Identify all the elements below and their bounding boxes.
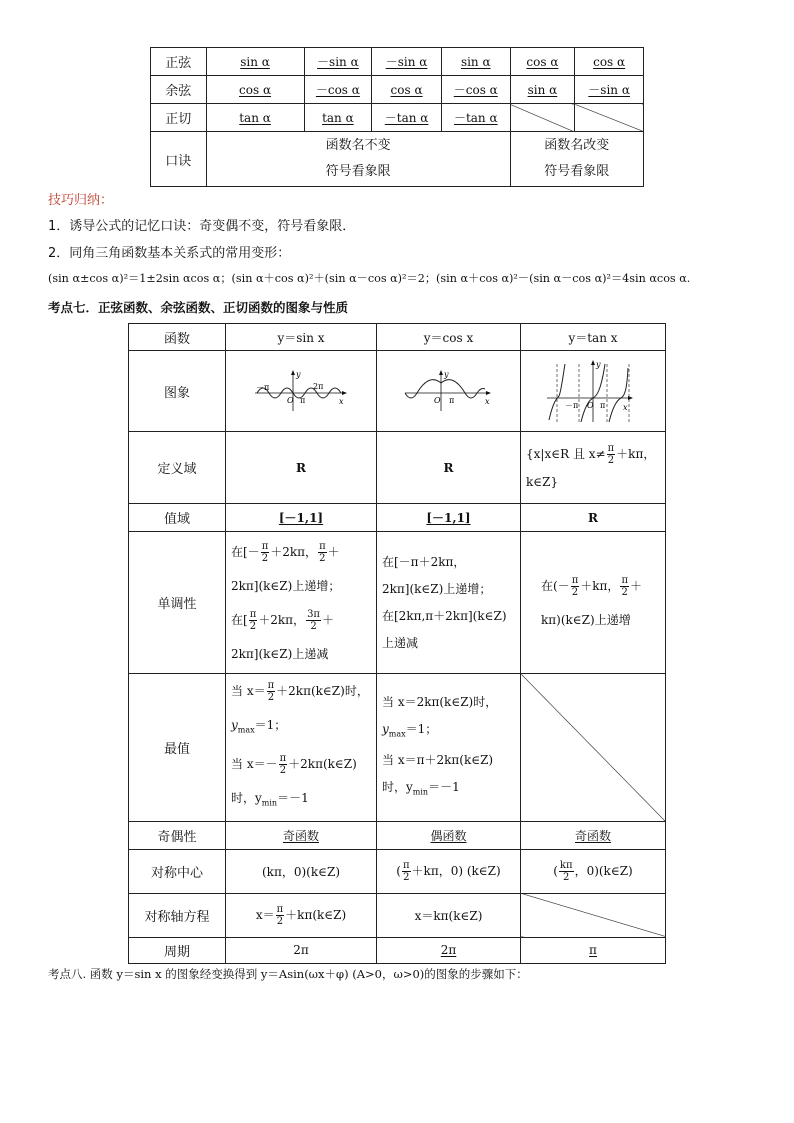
text-part: ＋kπ(k∈Z) [285,907,347,922]
text-part: ＝1； [254,718,287,732]
axis-label-x: x [484,397,490,406]
table-row [129,532,666,674]
cell: －cos α [304,76,372,104]
text-part: ( [396,863,401,878]
frac-num: π [276,903,284,915]
frac-num: π [261,540,269,552]
frac-den: 2 [607,454,615,466]
koujue-left-line2: 符号看象限 [325,164,391,179]
frac-num: π [319,540,326,552]
axis-sin [226,893,377,937]
axis-label-x: x [623,403,628,412]
frac-num: π [249,608,257,620]
origin-label: O [287,396,294,405]
tick-neg-pi: －π [256,383,270,392]
cell: tan α [304,104,372,132]
table-row [129,937,666,963]
text-part: 当 x＝2kπ(k∈Z)时， [382,695,498,709]
axis-label-x: x [339,397,344,406]
koujue-left [206,132,510,187]
koujue-right-line1: 函数名改变 [544,138,610,153]
cell: cos α [372,76,442,104]
cell: cos α [206,76,304,104]
fraction [620,575,629,598]
fraction [306,609,321,632]
axis-label-y: y [443,370,449,379]
tick-pi: π [448,396,454,405]
frac-den: 2 [621,586,628,598]
axis-label-y: y [596,360,601,369]
text-part: ＋kπ， [580,578,620,593]
sin-graph-cell [226,351,377,432]
text-part: 在[ [231,612,248,627]
center-tan [521,849,666,893]
period-sin: 2π [226,937,377,963]
mono-cos [377,532,521,674]
cell: －tan α [441,104,510,132]
section-7-title: 考点七．正弦函数、余弦函数、正切函数的图象与性质 [48,300,349,315]
empty-diagonal-cell [510,104,575,132]
cell: －cos α [441,76,510,104]
trig-properties-table [128,323,666,964]
text-part: ＋2kπ(k∈Z) [288,757,357,772]
text-part: ＝－1 [277,791,309,806]
koujue-left-line1: 函数名不变 [325,138,391,153]
frac-den: 2 [261,552,269,564]
text-part: 在[2kπ,π＋2kπ](k∈Z) [382,608,507,623]
axis-cos: x＝kπ(k∈Z) [377,893,521,937]
row-label-tan: 正切 [151,104,207,132]
header-label: 函数 [129,324,226,351]
frac-num: π [402,859,410,871]
domain-tan-part: k∈Z} [526,474,559,489]
domain-sin: R [226,432,377,504]
frac-den: 2 [279,765,287,777]
extreme-label: 最值 [129,674,226,822]
frac-den: 2 [249,620,257,632]
fraction [559,860,574,883]
frac-num: π [279,753,287,765]
fraction [267,680,276,703]
empty-diagonal-cell [521,893,666,937]
mono-tan [521,532,666,674]
frac-den: 2 [563,871,570,883]
text-part: ＋ [630,578,643,593]
row-label-koujue: 口诀 [151,132,207,187]
origin-label: O [433,396,441,405]
subscript: min [261,798,278,808]
header-tan: y＝tan x [521,324,666,351]
extreme-cos [377,674,521,822]
center-cos [377,849,521,893]
row-label-sin: 正弦 [151,48,207,76]
tan-graph-cell [521,351,666,432]
origin-label: O [587,401,594,410]
parity-tan: 奇函数 [521,821,666,849]
graph-label: 图象 [129,351,226,432]
frac-num: π [267,680,275,691]
domain-tan-part: ＋kπ， [616,446,656,461]
ymax-line [382,716,520,747]
table-row [151,104,644,132]
subscript: max [388,729,406,739]
table-row [129,324,666,351]
tick-neg-pi: －π [565,401,579,410]
mono-label: 单调性 [129,532,226,674]
frac-den: 2 [276,915,284,927]
tips-item-2: 2．同角三角函数基本关系式的常用变形： [48,246,291,261]
domain-cos: R [377,432,521,504]
tick-pi: π [600,401,606,410]
row-label-cos: 余弦 [151,76,207,104]
subscript: min [412,787,429,797]
cell: －tan α [372,104,442,132]
table-row [129,849,666,893]
cell: sin α [441,48,510,76]
tan-graph [545,358,641,424]
fraction [402,860,411,883]
cell: tan α [206,104,304,132]
text-part: x＝ [255,907,275,922]
empty-diagonal-cell [575,104,644,132]
text-part: y [382,722,389,736]
empty-diagonal-cell [521,674,666,822]
koujue-right [510,132,643,187]
period-cos: 2π [377,937,521,963]
cell: －sin α [304,48,372,76]
table-row [151,76,644,104]
text-part: ＋2kπ(k∈Z)时， [276,684,369,698]
frac-den: 2 [267,692,275,703]
table-row [129,351,666,432]
domain-tan [521,432,666,504]
parity-cos: 偶函数 [377,821,521,849]
text-part: 在(－ [541,578,570,593]
text-part: ＋2kπ， [270,544,318,559]
text-part: 上递减 [382,635,419,650]
frac-num: 3π [307,608,320,620]
frac-num: kπ [559,859,573,871]
fraction [318,541,327,564]
fraction [276,904,285,927]
mono-sin [226,532,377,674]
cos-graph [401,369,497,413]
fraction [249,609,258,632]
text-part: y [231,718,238,732]
text-part: ＋kπ，0) (k∈Z) [411,863,501,878]
text-part: ( [553,863,558,878]
text-part: 时，y [231,791,262,806]
cell: －sin α [372,48,442,76]
frac-num: π [621,574,629,586]
range-cos: [－1,1] [377,504,521,532]
section-8-title: 考点八. 函数 y＝sin x 的图象经变换得到 y＝Asin(ωx＋φ) (A>0，ω>0)的图象的步骤如下： [48,967,528,981]
period-tan: π [521,937,666,963]
tick-2pi: 2π [313,382,324,391]
domain-tan-part: {x|x∈R 且 x≠ [526,446,606,461]
table-row [129,674,666,822]
parity-label: 奇偶性 [129,821,226,849]
text-part: 当 x＝π＋2kπ(k∈Z) [382,753,494,768]
cell: －sin α [575,76,644,104]
frac-den: 2 [310,620,317,632]
table-row [129,893,666,937]
text-part: ＋ [327,544,340,559]
fraction [571,575,580,598]
frac-num: π [607,442,615,454]
range-tan: R [521,504,666,532]
table-row [151,132,644,187]
domain-label: 定义域 [129,432,226,504]
text-part: 时，y [382,780,413,795]
tips-item-1: 1．诱导公式的记忆口诀：奇变偶不变，符号看象限． [48,219,356,234]
range-sin: [－1,1] [226,504,377,532]
header-sin: y＝sin x [226,324,377,351]
frac-den: 2 [319,552,326,564]
text-part: ＝－1 [428,780,460,795]
subscript: max [237,725,255,735]
fraction [607,443,616,466]
center-sin: (kπ，0)(k∈Z) [226,849,377,893]
tips-heading: 技巧归纳： [48,193,114,208]
tick-pi: π [300,396,306,405]
text-part: ，0)(k∈Z) [574,863,633,878]
axis-label: 对称轴方程 [129,893,226,937]
parity-sin: 奇函数 [226,821,377,849]
koujue-right-line2: 符号看象限 [544,164,610,179]
cos-graph-cell [377,351,521,432]
range-label: 值域 [129,504,226,532]
table-row [129,504,666,532]
text-part: 2kπ](k∈Z)上递增； [231,578,341,593]
text-part: 2kπ](k∈Z)上递减 [231,646,329,661]
table-row [129,432,666,504]
axis-label-y: y [296,370,301,379]
text-part: 当 x＝－ [231,757,278,772]
text-part: kπ)(k∈Z)上递增 [541,612,631,627]
text-part: ＋ [322,612,335,627]
cell: cos α [510,48,575,76]
cell: sin α [510,76,575,104]
center-label: 对称中心 [129,849,226,893]
fraction [279,753,288,776]
frac-num: π [571,574,579,586]
text-part: 在[－ [231,544,260,559]
text-part: 在[－π＋2kπ， [382,554,466,569]
induction-formula-table [150,47,644,187]
frac-den: 2 [403,871,410,883]
text-part: 2kπ](k∈Z)上递增； [382,581,492,596]
sin-graph [251,369,351,413]
text-part: ＝1； [405,722,438,736]
cell: sin α [206,48,304,76]
cell: cos α [575,48,644,76]
text-part: 当 x＝ [231,684,266,698]
header-cos: y＝cos x [377,324,521,351]
period-label: 周期 [129,937,226,963]
frac-den: 2 [571,586,579,598]
text-part: ＋2kπ， [258,612,306,627]
fraction [261,541,270,564]
ymin-line [382,774,520,805]
tips-formula: (sin α±cos α)²＝1±2sin αcos α；(sin α＋cos α)²＋(sin α－cos α)²＝2；(sin α＋cos α)²－(sin α－cos α)²＝4sin αcos α. [48,272,691,285]
table-row [151,48,644,76]
extreme-sin [226,674,377,822]
table-row [129,821,666,849]
